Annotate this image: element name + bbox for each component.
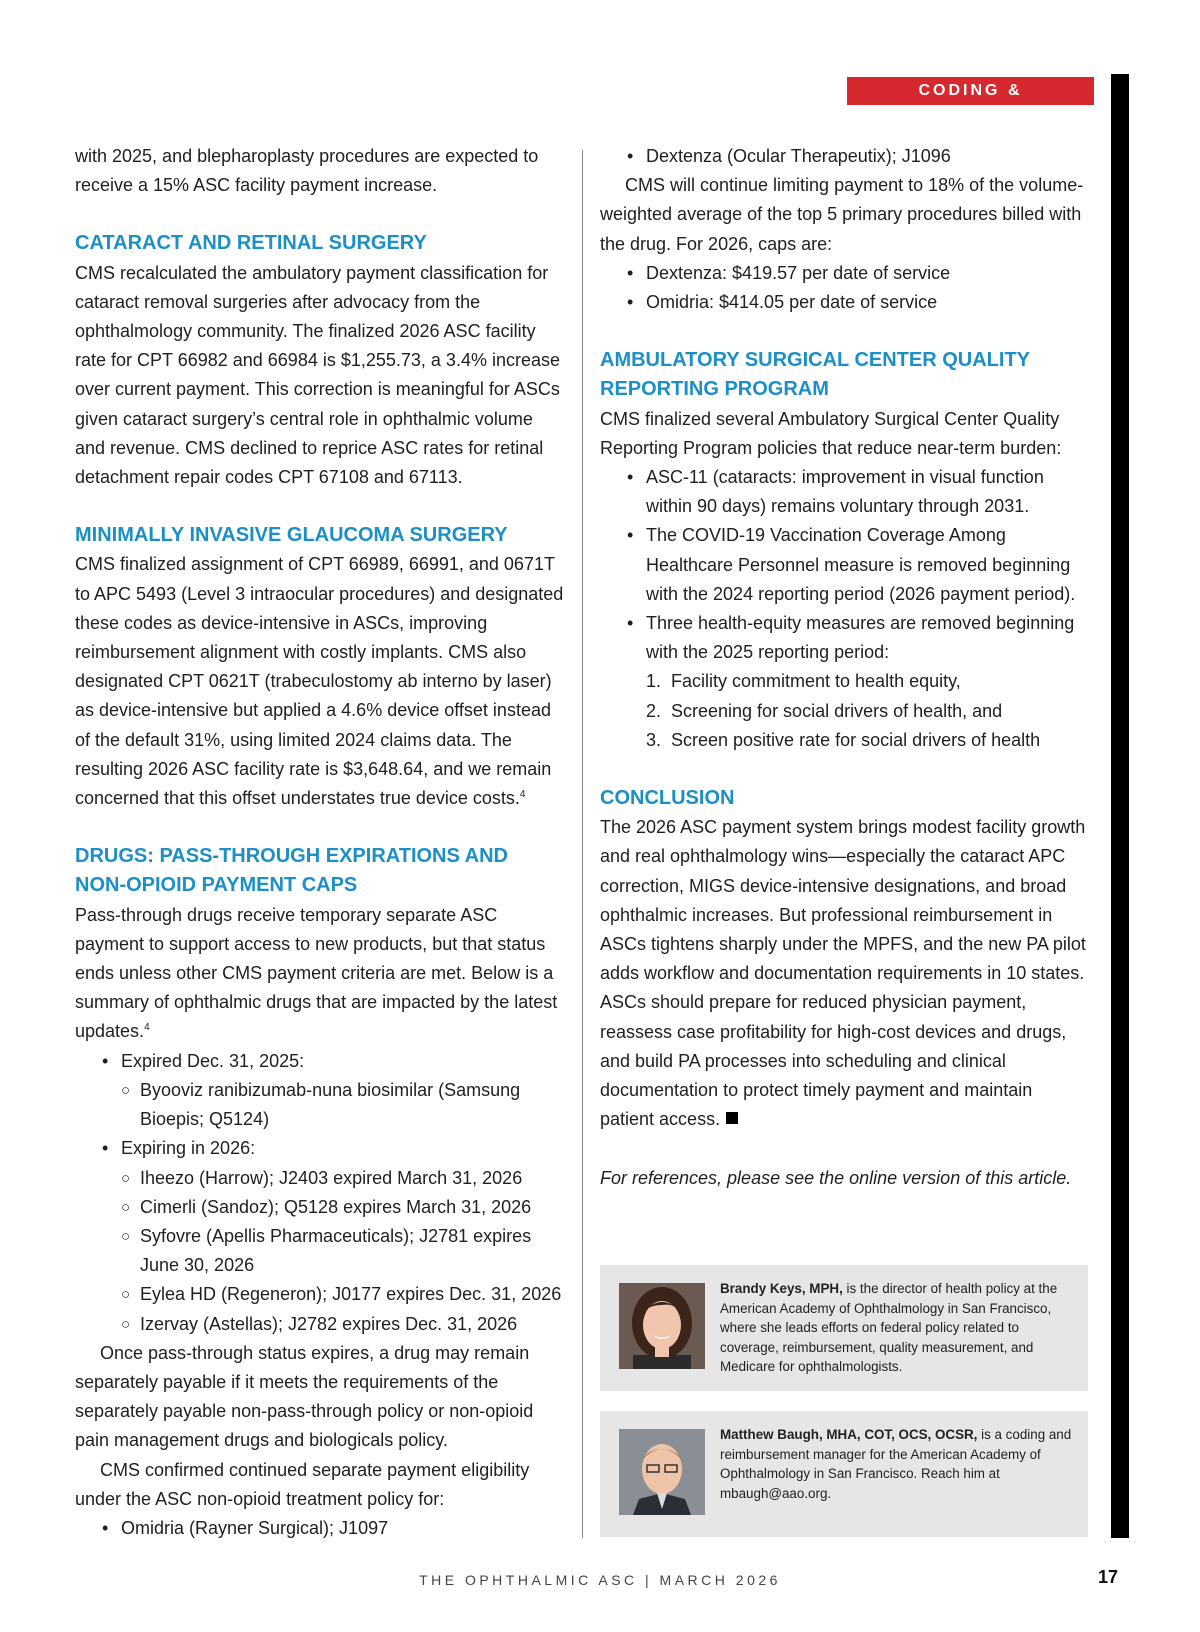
list-item: ○ Cimerli (Sandoz); Q5128 expires March 31, 2026 <box>121 1193 565 1222</box>
page-number: 17 <box>1098 1567 1119 1587</box>
heading-conclusion: CONCLUSION <box>600 787 735 810</box>
after-expiry-paragraph: Once pass-through status expires, a drug may remain separately payable if it meets the requirements of the separately payable non-pass-through policy or non-opioid pain management drugs and biologicals policy. <box>75 1342 534 1451</box>
heading-drugs-line1: DRUGS: PASS-THROUGH EXPIRATIONS AND <box>75 845 508 868</box>
heading-drugs <box>75 842 565 900</box>
list-item <box>102 1047 565 1135</box>
page-edge-bar <box>1111 74 1129 1538</box>
heading-drugs-line2: NON-OPIOID PAYMENT CAPS <box>75 874 358 897</box>
conclusion-paragraph <box>600 813 1090 1134</box>
expired-label: Expired Dec. 31, 2025: <box>121 1050 305 1071</box>
health-equity-numbered-list <box>646 667 1090 755</box>
bio-description: is a coding and reimbursement manager for the American Academy of Ophthalmology in San Francisco. Reach him at mbaugh@aao.org. <box>720 1427 1072 1501</box>
expiring-sublist <box>121 1164 565 1339</box>
conclusion-body: The 2026 ASC payment system brings modest facility growth and real ophthalmology wins—especially the cataract APC correction, MIGS device-intensive designations, and broad ophthalmic increases. But professional reimbursement in ASCs tightens sharply under the MPFS, and the new PA pilot adds workflow and documentation requirements in 10 states. ASCs should prepare for reduced physician payment, reassess case profitability for high-cost devices and drugs, and build PA processes into scheduling and clinical documentation to protect timely payment and maintain patient access. <box>600 817 1086 1130</box>
list-item: ○ Byooviz ranibizumab-nuna biosimilar (Samsung Bioepis; Q5124) <box>121 1076 565 1134</box>
health-equity-label: Three health-equity measures are removed beginning with the 2025 reporting period: <box>646 613 1075 663</box>
author-photo <box>619 1283 705 1369</box>
list-item <box>102 1134 565 1338</box>
list-item: ○ Syfovre (Apellis Pharmaceuticals); J2781 expires June 30, 2026 <box>121 1222 565 1280</box>
cataract-paragraph: CMS recalculated the ambulatory payment classification for cataract removal surgeries after advocacy from the ophthalmology community. The finalized 2026 ASC facility rate for CPT 66982 and 66984 is $1,255.73, a 3.4% increase over current payment. This correction is meaningful for ASCs given cataract surgery’s central role in ophthalmic volume and revenue. CMS declined to reprice ASC rates for retinal detachment repair codes CPT 67108 and 67113. <box>75 262 560 488</box>
author-bio-brandy-keys <box>600 1265 1088 1391</box>
heading-migs: MINIMALLY INVASIVE GLAUCOMA SURGERY <box>75 524 508 547</box>
asc-qrp-list <box>627 463 1090 755</box>
migs-body: CMS finalized assignment of CPT 66989, 66991, and 0671T to APC 5493 (Level 3 intraocular procedures) and designated these codes as device-intensive in ASCs, improving reimbursement alignment with costly implants. CMS also designated CPT 0621T (trabeculostomy ab interno by laser) as device-intensive but applied a 4.6% device offset instead of the default 31%, using limited 2024 claims data. The resulting 2026 ASC facility rate is $3,648.64, and we remain concerned that this offset understates true device costs. <box>75 554 564 809</box>
footer-publication: THE OPHTHALMIC ASC | MARCH 2026 <box>419 1572 781 1588</box>
list-item: • The COVID-19 Vaccination Coverage Among Healthcare Personnel measure is removed beginning with the 2024 reporting period (2026 payment period). <box>627 521 1090 609</box>
heading-asc-qrp-line1: AMBULATORY SURGICAL CENTER QUALITY <box>600 349 1031 372</box>
list-item: • Dextenza (Ocular Therapeutix); J1096 <box>627 142 1090 171</box>
bio-text <box>720 1279 1075 1377</box>
bio-description: is the director of health policy at the American Academy of Ophthalmology in San Francisco, where she leads efforts on federal policy related to coverage, reimbursement, quality measurement, and Medicare for ophthalmologists. <box>720 1281 1058 1375</box>
intro-paragraph: with 2025, and blepharoplasty procedures are expected to receive a 15% ASC facility payment increase. <box>75 146 539 196</box>
nonopioid-list <box>102 1514 565 1543</box>
drugs-paragraph <box>75 901 565 1047</box>
column-divider <box>582 150 583 1538</box>
list-item: • ASC-11 (cataracts: improvement in visual function within 90 days) remains voluntary through 2031. <box>627 463 1090 521</box>
right-column <box>600 142 1090 1193</box>
section-tag: CODING & COMPLIANCE <box>847 77 1094 105</box>
list-text: Screen positive rate for social drivers of health <box>671 729 1041 750</box>
list-number: 3. <box>646 729 662 750</box>
list-item: ○ Izervay (Astellas); J2782 expires Dec. 31, 2026 <box>121 1310 565 1339</box>
drugs-ref: 4 <box>144 1022 150 1034</box>
list-item: ○ Eylea HD (Regeneron); J0177 expires Dec. 31, 2026 <box>121 1280 565 1309</box>
author-photo <box>619 1429 705 1515</box>
heading-cataract: CATARACT AND RETINAL SURGERY <box>75 232 427 255</box>
list-item <box>646 726 1090 755</box>
author-bio-matthew-baugh <box>600 1411 1088 1537</box>
heading-asc-qrp-line2: REPORTING PROGRAM <box>600 378 829 401</box>
list-item <box>646 697 1090 726</box>
drug-status-list <box>102 1047 565 1339</box>
list-item: ○ Iheezo (Harrow); J2403 expired March 31, 2026 <box>121 1164 565 1193</box>
expired-sublist <box>121 1076 565 1134</box>
drugs-body: Pass-through drugs receive temporary separate ASC payment to support access to new products, but that status ends unless other CMS payment criteria are met. Below is a summary of ophthalmic drugs that are impacted by the latest updates. <box>75 904 558 1042</box>
list-text: Facility commitment to health equity, <box>671 671 961 692</box>
asc-qrp-paragraph: CMS finalized several Ambulatory Surgical Center Quality Reporting Program policies that reduce near-term burden: <box>600 408 1062 458</box>
bio-name: Matthew Baugh, MHA, COT, OCS, OCSR, <box>720 1427 978 1442</box>
list-item: • Omidria: $414.05 per date of service <box>627 288 1090 317</box>
bio-name: Brandy Keys, MPH, <box>720 1281 843 1296</box>
list-item <box>646 667 1090 696</box>
bio-text <box>720 1425 1075 1503</box>
list-number: 2. <box>646 700 662 721</box>
expiring-label: Expiring in 2026: <box>121 1138 256 1159</box>
confirm-paragraph: CMS confirmed continued separate payment eligibility under the ASC non-opioid treatment policy for: <box>75 1459 530 1509</box>
migs-ref: 4 <box>519 789 526 801</box>
migs-paragraph <box>75 550 565 813</box>
list-item: • Omidria (Rayner Surgical); J1097 <box>102 1514 565 1543</box>
end-mark <box>726 1112 738 1124</box>
list-item: • Dextenza: $419.57 per date of service <box>627 259 1090 288</box>
caps-list <box>627 259 1090 317</box>
list-number: 1. <box>646 671 662 692</box>
nonopioid-list-continued <box>627 142 1090 171</box>
references-note: For references, please see the online version of this article. <box>600 1167 1072 1188</box>
list-text: Screening for social drivers of health, and <box>671 700 1003 721</box>
caps-paragraph: CMS will continue limiting payment to 18% of the volume-weighted average of the top 5 primary procedures billed with the drug. For 2026, caps are: <box>600 175 1084 254</box>
left-column <box>75 142 565 1543</box>
heading-asc-qrp <box>600 346 1090 404</box>
list-item <box>627 609 1090 755</box>
